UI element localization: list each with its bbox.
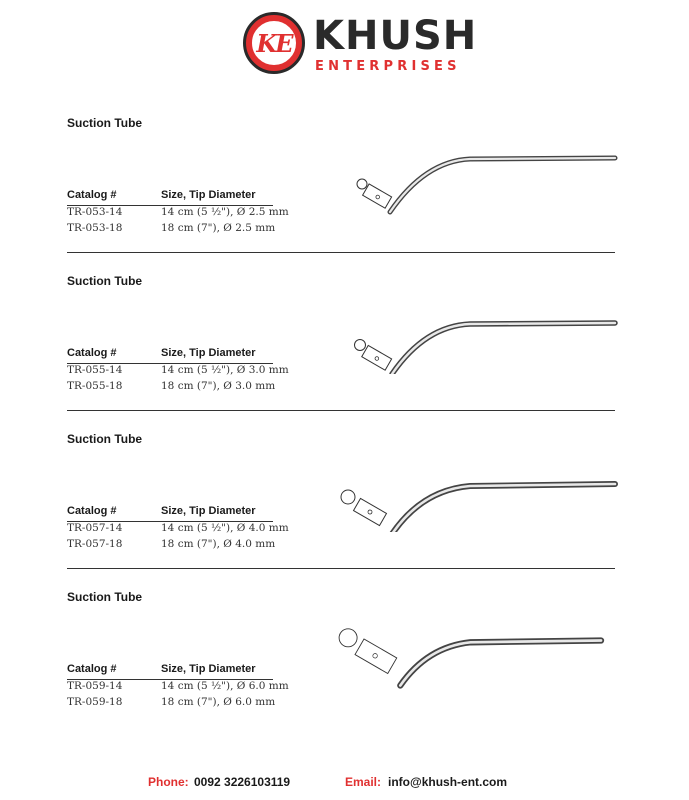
catalog-header: Catalog # xyxy=(67,663,117,675)
size-spec: 18 cm (7"), Ø 2.5 mm xyxy=(161,222,276,234)
table-header xyxy=(67,189,273,206)
section-title: Suction Tube xyxy=(67,590,143,604)
suction-tube-illustration xyxy=(330,600,620,690)
email-link[interactable]: info@khush-ent.com xyxy=(388,775,508,789)
size-header: Size, Tip Diameter xyxy=(161,189,256,201)
size-spec: 14 cm (5 ½"), Ø 2.5 mm xyxy=(161,206,289,218)
size-spec: 18 cm (7"), Ø 6.0 mm xyxy=(161,696,276,708)
table-row xyxy=(67,380,327,396)
table-header xyxy=(67,663,273,680)
product-section xyxy=(0,274,689,432)
table-row xyxy=(67,538,327,554)
section-title: Suction Tube xyxy=(67,116,143,130)
size-spec: 18 cm (7"), Ø 3.0 mm xyxy=(161,380,276,392)
section-title: Suction Tube xyxy=(67,432,143,446)
section-divider xyxy=(67,410,615,411)
catalog-header: Catalog # xyxy=(67,347,117,359)
size-spec: 14 cm (5 ½"), Ø 6.0 mm xyxy=(161,680,289,692)
size-spec: 18 cm (7"), Ø 4.0 mm xyxy=(161,538,276,550)
product-section xyxy=(0,432,689,590)
suction-tube-illustration xyxy=(330,126,620,216)
product-section xyxy=(0,116,689,274)
size-header: Size, Tip Diameter xyxy=(161,505,256,517)
section-divider xyxy=(67,568,615,569)
size-spec: 14 cm (5 ½"), Ø 4.0 mm xyxy=(161,522,289,534)
table-row xyxy=(67,364,327,380)
catalog-header: Catalog # xyxy=(67,505,117,517)
size-header: Size, Tip Diameter xyxy=(161,347,256,359)
table-row xyxy=(67,522,327,538)
catalog-number: TR-053-14 xyxy=(67,206,123,218)
size-spec: 14 cm (5 ½"), Ø 3.0 mm xyxy=(161,364,289,376)
catalog-number: TR-059-14 xyxy=(67,680,123,692)
table-row xyxy=(67,206,327,222)
catalog-number: TR-055-18 xyxy=(67,380,123,392)
table-row xyxy=(67,680,327,696)
suction-tube-illustration xyxy=(330,442,620,532)
table-row xyxy=(67,696,327,712)
catalog-number: TR-057-18 xyxy=(67,538,123,550)
table-row xyxy=(67,222,327,238)
logo-monogram: KE xyxy=(251,20,297,66)
section-divider xyxy=(67,252,615,253)
catalog-number: TR-055-14 xyxy=(67,364,123,376)
company-subtitle: ENTERPRISES xyxy=(315,59,461,74)
size-header: Size, Tip Diameter xyxy=(161,663,256,675)
company-logo xyxy=(243,12,478,78)
catalog-number: TR-057-14 xyxy=(67,522,123,534)
catalog-header: Catalog # xyxy=(67,189,117,201)
contact-footer xyxy=(0,775,689,791)
section-title: Suction Tube xyxy=(67,274,143,288)
company-name: KHUSH xyxy=(313,13,478,59)
table-header xyxy=(67,505,273,522)
logo-emblem xyxy=(243,12,305,74)
email-label: Email: xyxy=(345,775,382,789)
phone-label: Phone: xyxy=(148,775,189,789)
suction-tube-illustration xyxy=(330,284,620,374)
table-header xyxy=(67,347,273,364)
product-section xyxy=(0,590,689,748)
catalog-number: TR-053-18 xyxy=(67,222,123,234)
catalog-number: TR-059-18 xyxy=(67,696,123,708)
phone-number[interactable]: 0092 3226103119 xyxy=(194,775,291,789)
